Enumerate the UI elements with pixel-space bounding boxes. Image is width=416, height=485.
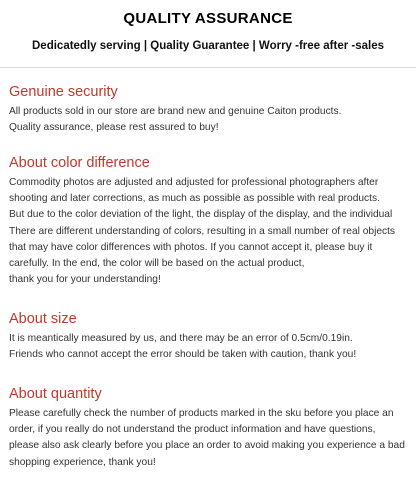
section-heading: About size — [9, 311, 77, 327]
section-line: All products sold in our store are brand new and genuine Caiton products. — [9, 106, 342, 117]
section-line: Commodity photos are adjusted and adjusted for professional photographers after — [9, 177, 379, 188]
section-genuine-security — [9, 82, 413, 136]
section-line: shopping experience, thank you! — [9, 456, 156, 468]
header-divider — [0, 67, 416, 68]
section-line: shooting and later corrections, as much as possible as possible with real products. — [9, 193, 380, 205]
section-line: carefully. In the end, the color will be based on the actual product, — [9, 258, 305, 270]
section-line: Please carefully check the number of products marked in the sku before you place an — [9, 408, 394, 419]
section-line: please also ask clearly before you place an order to avoid making you experience a bad — [9, 440, 405, 452]
section-heading: Genuine security — [9, 84, 118, 100]
section-about-quantity — [9, 384, 413, 471]
section-about-size — [9, 309, 413, 363]
section-heading: About color difference — [9, 155, 150, 171]
section-line: that may have color differences with photos. If you cannot accept it, please buy it — [9, 241, 373, 253]
section-line: order, if you really do not understand the product information and have questions, — [9, 424, 376, 436]
page-title: QUALITY ASSURANCE — [123, 10, 293, 27]
section-color-difference — [9, 153, 413, 288]
section-line: There are different understanding of colors, resulting in a small number of real objects — [9, 225, 396, 237]
section-line: But due to the color deviation of the light, the display of the display, and the individual — [9, 209, 393, 221]
section-line: It is meantically measured by us, and there may be an error of 0.5cm/0.19in. — [9, 333, 353, 344]
section-line: Friends who cannot accept the error should be taken with caution, thank you! — [9, 349, 357, 361]
section-heading: About quantity — [9, 386, 102, 402]
page-subtitle: Dedicatedly serving | Quality Guarantee | Worry -free after -sales — [32, 40, 384, 52]
section-line: thank you for your understanding! — [9, 274, 161, 286]
section-line: Quality assurance, please rest assured to buy! — [9, 122, 219, 134]
